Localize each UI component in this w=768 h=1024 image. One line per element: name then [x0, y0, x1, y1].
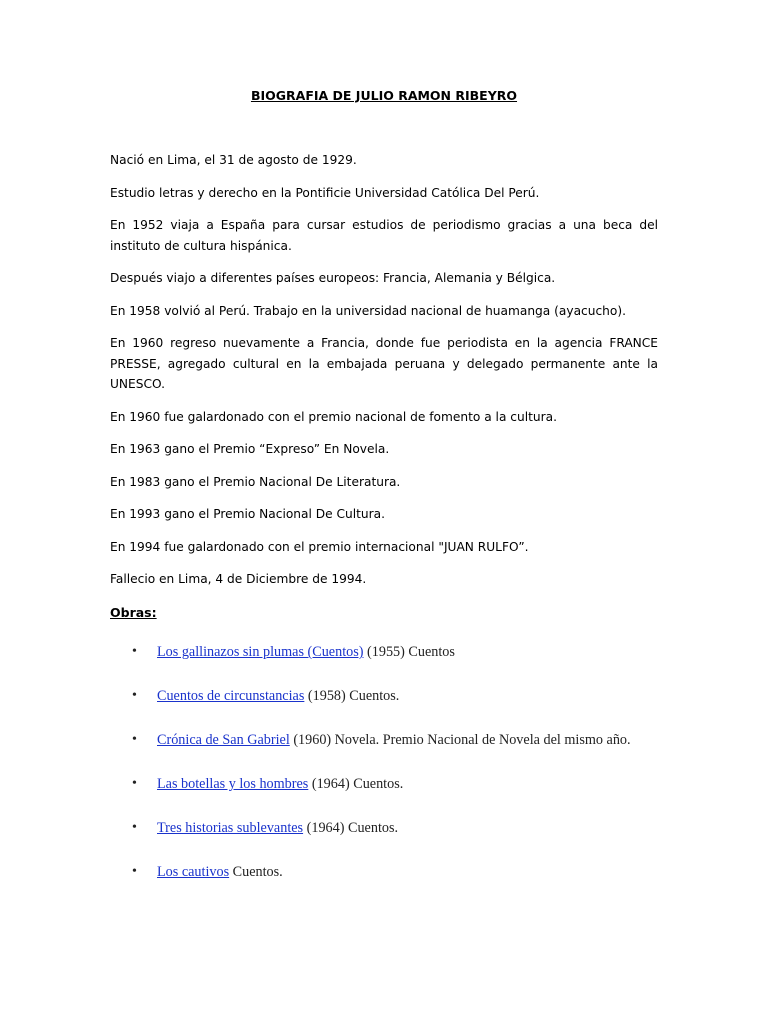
work-details: (1960) Novela. Premio Nacional de Novela del mismo año.: [289, 732, 631, 748]
bio-paragraph-france: En 1960 regreso nuevamente a Francia, donde fue periodista en la agencia FRANCE PRESSE, agregado cultural en la embajada peruana y delegado permanente ante la UNESCO.: [110, 336, 658, 391]
bullet-icon: •: [132, 864, 137, 879]
bio-paragraph-1960-award: En 1960 fue galardonado con el premio nacional de fomento a la cultura.: [110, 409, 557, 424]
list-item: [110, 772, 670, 796]
work-details: (1964) Cuentos.: [308, 776, 404, 792]
bio-paragraph-1958: En 1958 volvió al Perú. Trabajo en la universidad nacional de huamanga (ayacucho).: [110, 303, 626, 318]
bio-paragraph-1994-award: En 1994 fue galardonado con el premio internacional "JUAN RULFO”.: [110, 539, 529, 554]
bio-paragraph-spain: En 1952 viaja a España para cursar estudios de periodismo gracias a una beca del instituto de cultura hispánica.: [110, 218, 658, 253]
list-item: [110, 728, 670, 752]
work-details: (1958) Cuentos.: [304, 688, 400, 704]
list-item: [110, 640, 670, 664]
bullet-icon: •: [132, 688, 137, 703]
bio-paragraph-studies: Estudio letras y derecho en la Pontificie Universidad Católica Del Perú.: [110, 185, 540, 200]
work-link-las-botellas[interactable]: Las botellas y los hombres: [157, 776, 309, 792]
works-list: [110, 640, 670, 904]
work-link-cuentos-de-circunstancias[interactable]: Cuentos de circunstancias: [157, 688, 305, 704]
list-item: [110, 684, 670, 708]
list-item: [110, 816, 670, 840]
bio-paragraph-europe: Después viajo a diferentes países europeos: Francia, Alemania y Bélgica.: [110, 271, 556, 285]
bio-paragraph-birth: Nació en Lima, el 31 de agosto de 1929.: [110, 153, 357, 167]
bio-paragraph-1963-award: En 1963 gano el Premio “Expreso” En Novela.: [110, 442, 390, 456]
work-link-tres-historias[interactable]: Tres historias sublevantes: [157, 820, 304, 836]
bullet-icon: •: [132, 776, 137, 791]
bullet-icon: •: [132, 732, 137, 747]
work-link-los-gallinazos[interactable]: Los gallinazos sin plumas (Cuentos): [157, 644, 364, 660]
work-details: Cuentos.: [229, 864, 283, 880]
works-heading: Obras:: [110, 605, 157, 620]
bio-paragraph-1993-award: En 1993 gano el Premio Nacional De Cultura.: [110, 507, 385, 521]
bio-paragraph-death: Fallecio en Lima, 4 de Diciembre de 1994.: [110, 572, 367, 586]
bullet-icon: •: [132, 820, 137, 835]
document-title: BIOGRAFIA DE JULIO RAMON RIBEYRO: [250, 88, 518, 103]
bio-paragraph-1983-award: En 1983 gano el Premio Nacional De Literatura.: [110, 474, 401, 489]
bullet-icon: •: [132, 644, 137, 659]
work-link-cronica-de-san-gabriel[interactable]: Crónica de San Gabriel: [157, 732, 290, 748]
list-item: [110, 860, 670, 884]
work-details: (1955) Cuentos: [363, 644, 455, 660]
biography-body: [110, 150, 658, 602]
work-details: (1964) Cuentos.: [303, 820, 399, 836]
work-link-los-cautivos[interactable]: Los cautivos: [157, 864, 230, 880]
